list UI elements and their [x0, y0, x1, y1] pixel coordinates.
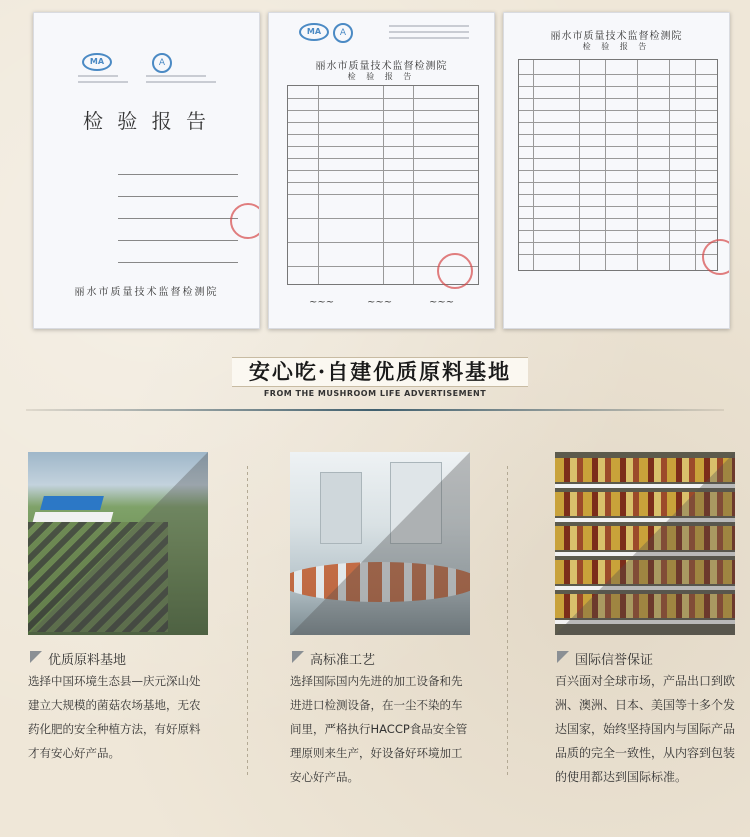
red-seal-icon: [230, 203, 260, 239]
feature-heading: [28, 645, 208, 669]
signature-icon: ~~~: [309, 297, 335, 308]
corner-mark-icon: [292, 651, 304, 663]
corner-mark-icon: [30, 651, 42, 663]
feature-title: 优质原料基地: [48, 653, 127, 668]
feature-description: 选择中国环境生态县—庆元深山处建立大规模的菌菇农场基地，无农药化肥的安全种植方法，有好原料才有安心好产品。: [28, 674, 201, 760]
factory-production-line-photo: [290, 452, 470, 635]
form-field-line: [68, 163, 238, 177]
feature-title: 国际信誉保证: [575, 653, 654, 668]
form-field-line: [68, 251, 238, 265]
form-field-line: [68, 185, 238, 199]
report-subheader: 检 验 报 告: [347, 72, 416, 81]
cma-logo-icon: MA: [299, 23, 329, 41]
signature-icon: ~~~: [367, 297, 393, 308]
cal-logo-icon: A: [333, 23, 353, 43]
certificate-gallery: [0, 0, 750, 335]
report-title: 检 验 报 告: [82, 109, 211, 133]
column-divider: [247, 466, 248, 776]
feature-raw-material-base: [28, 452, 208, 765]
banner-subtitle: FROM THE MUSHROOM LIFE ADVERTISEMENT: [263, 389, 487, 398]
banner-divider: [26, 409, 724, 411]
cal-logo-icon: A: [152, 53, 172, 73]
report-header: 丽水市质量技术监督检测院: [315, 61, 448, 72]
cma-logo-icon: MA: [82, 53, 112, 71]
inspection-report-cover: [33, 12, 260, 329]
feature-high-standard-process: [290, 452, 470, 789]
section-banner: [0, 357, 750, 417]
report-subheader: 检 验 报 告: [582, 42, 651, 51]
feature-international-reputation: [555, 452, 735, 789]
report-header: 丽水市质量技术监督检测院: [550, 31, 683, 42]
feature-description: 选择国际国内先进的加工设备和先进进口检测设备，在一尘不染的车间里，严格执行HACCP食品安全管理原则来生产，好设备好环境加工安心好产品。: [290, 674, 468, 784]
supermarket-shelf-photo: [555, 452, 735, 635]
inspection-report-page: [268, 12, 495, 329]
column-divider: [507, 466, 508, 776]
form-field-line: [68, 207, 238, 221]
mushroom-farm-photo: [28, 452, 208, 635]
form-field-line: [68, 229, 238, 243]
results-table: [518, 59, 718, 271]
feature-heading: [290, 645, 470, 669]
banner-title: 安心吃·自建优质原料基地: [232, 357, 528, 387]
corner-mark-icon: [557, 651, 569, 663]
feature-heading: [555, 645, 735, 669]
feature-description: 百兴面对全球市场，产品出口到欧洲、澳洲、日本、美国等十多个发达国家，始终坚持国内与国际产品品质的完全一致性，从内容到包装的使用都达到国际标准。: [555, 674, 736, 784]
red-seal-icon: [437, 253, 473, 289]
inspection-results-page: [503, 12, 730, 329]
red-seal-icon: [702, 239, 730, 275]
feature-title: 高标准工艺: [310, 653, 376, 668]
report-issuer: 丽水市质量技术监督检测院: [74, 287, 219, 298]
signature-icon: ~~~: [429, 297, 455, 308]
